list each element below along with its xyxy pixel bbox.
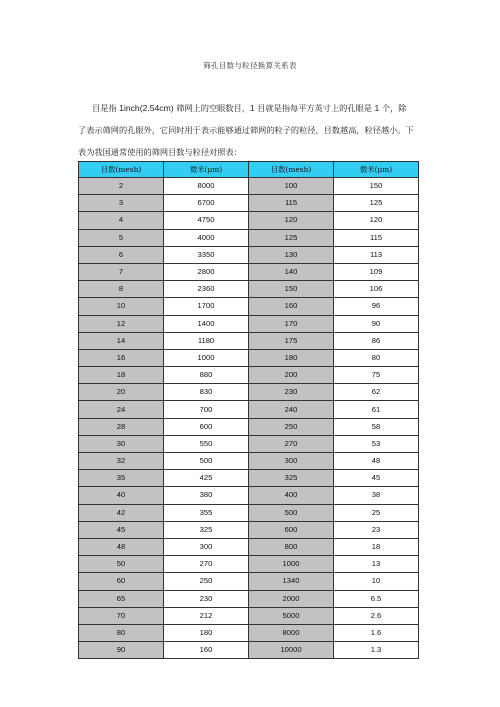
table-row [79,349,419,366]
cell-mesh-left: 3 [79,195,164,212]
cell-mesh-left: 48 [79,538,164,555]
cell-mesh-right: 8000 [249,624,334,641]
table-body [79,178,419,659]
cell-micron-right: 61 [334,401,419,418]
table-row [79,504,419,521]
cell-micron-right: 58 [334,418,419,435]
cell-micron-right: 1.3 [334,642,419,659]
intro-unit-text: 1inch(2.54cm) [119,103,174,113]
cell-micron-left: 550 [164,435,249,452]
cell-micron-left: 325 [164,521,249,538]
cell-micron-right: 1.6 [334,624,419,641]
intro-number: 1 [374,103,380,113]
table-row [79,401,419,418]
header-micron-left: 微米(μm) [164,162,249,178]
cell-mesh-right: 180 [249,349,334,366]
cell-micron-left: 380 [164,487,249,504]
cell-mesh-right: 325 [249,470,334,487]
table-row [79,556,419,573]
cell-micron-right: 75 [334,367,419,384]
cell-mesh-right: 1000 [249,556,334,573]
table-row [79,624,419,641]
cell-micron-left: 270 [164,556,249,573]
cell-mesh-left: 32 [79,453,164,470]
cell-mesh-right: 160 [249,298,334,315]
cell-micron-left: 300 [164,538,249,555]
table-row [79,435,419,452]
cell-mesh-right: 100 [249,178,334,195]
table-row [79,453,419,470]
intro-text: 个，除 [379,103,407,113]
cell-mesh-right: 170 [249,315,334,332]
table-row [79,590,419,607]
cell-micron-left: 1700 [164,298,249,315]
cell-mesh-left: 80 [79,624,164,641]
header-mesh-right: 目数(mesh) [249,162,334,178]
table-row [79,538,419,555]
cell-micron-left: 1000 [164,349,249,366]
cell-micron-right: 10 [334,573,419,590]
table-row [79,573,419,590]
mesh-conversion-table [78,161,419,659]
cell-mesh-left: 30 [79,435,164,452]
cell-mesh-left: 7 [79,263,164,280]
cell-micron-right: 125 [334,195,419,212]
intro-text: 筛网上的空眼数目， [173,103,250,113]
table-row [79,212,419,229]
cell-micron-left: 355 [164,504,249,521]
cell-mesh-right: 115 [249,195,334,212]
cell-micron-left: 4000 [164,229,249,246]
cell-mesh-left: 90 [79,642,164,659]
cell-mesh-left: 12 [79,315,164,332]
cell-mesh-right: 150 [249,281,334,298]
table-row [79,332,419,349]
cell-mesh-left: 14 [79,332,164,349]
cell-mesh-left: 20 [79,384,164,401]
cell-micron-left: 180 [164,624,249,641]
table-row [79,195,419,212]
cell-micron-right: 120 [334,212,419,229]
cell-mesh-right: 240 [249,401,334,418]
table-row [79,367,419,384]
cell-mesh-right: 120 [249,212,334,229]
intro-number: 1 [249,103,255,113]
cell-micron-right: 2.6 [334,607,419,624]
cell-mesh-right: 130 [249,246,334,263]
cell-mesh-left: 16 [79,349,164,366]
cell-mesh-left: 28 [79,418,164,435]
cell-micron-left: 600 [164,418,249,435]
cell-mesh-right: 5000 [249,607,334,624]
cell-micron-right: 23 [334,521,419,538]
cell-mesh-right: 300 [249,453,334,470]
cell-mesh-left: 4 [79,212,164,229]
cell-mesh-left: 35 [79,470,164,487]
cell-mesh-right: 800 [249,538,334,555]
cell-micron-left: 2360 [164,281,249,298]
cell-mesh-right: 500 [249,504,334,521]
intro-text: 目就是指每平方英寸上的孔眼是 [254,103,375,113]
table-row [79,246,419,263]
cell-mesh-right: 250 [249,418,334,435]
cell-mesh-left: 6 [79,246,164,263]
cell-mesh-left: 70 [79,607,164,624]
cell-micron-left: 3350 [164,246,249,263]
intro-line-3: 表为我国通常使用的筛网目数与粒径对照表： [78,147,242,157]
cell-micron-right: 106 [334,281,419,298]
cell-mesh-right: 140 [249,263,334,280]
table-row [79,229,419,246]
header-micron-right: 微米(μm) [334,162,419,178]
cell-micron-right: 62 [334,384,419,401]
cell-micron-left: 1400 [164,315,249,332]
table-row [79,418,419,435]
cell-mesh-right: 230 [249,384,334,401]
cell-micron-left: 160 [164,642,249,659]
cell-mesh-right: 270 [249,435,334,452]
table-row [79,470,419,487]
cell-mesh-left: 18 [79,367,164,384]
cell-micron-left: 830 [164,384,249,401]
intro-line-2: 了表示筛网的孔眼外，它同时用于表示能够通过筛网的粒子的粒径，目数越高，粒径越小。下 [78,125,414,135]
table-row [79,607,419,624]
table-row [79,315,419,332]
cell-micron-left: 2800 [164,263,249,280]
cell-mesh-left: 40 [79,487,164,504]
table-row [79,642,419,659]
cell-micron-right: 150 [334,178,419,195]
table-row [79,178,419,195]
cell-micron-right: 113 [334,246,419,263]
cell-micron-right: 25 [334,504,419,521]
document-title: 筛孔目数与粒径换算关系表 [203,61,297,70]
header-mesh-left: 目数(mesh) [79,162,164,178]
cell-mesh-left: 60 [79,573,164,590]
cell-micron-left: 212 [164,607,249,624]
cell-micron-left: 1180 [164,332,249,349]
cell-mesh-left: 50 [79,556,164,573]
cell-mesh-right: 400 [249,487,334,504]
cell-micron-left: 880 [164,367,249,384]
cell-mesh-left: 65 [79,590,164,607]
cell-micron-right: 80 [334,349,419,366]
table-row [79,521,419,538]
cell-mesh-left: 5 [79,229,164,246]
cell-micron-left: 230 [164,590,249,607]
cell-micron-right: 86 [334,332,419,349]
cell-mesh-left: 45 [79,521,164,538]
cell-mesh-right: 200 [249,367,334,384]
cell-micron-right: 38 [334,487,419,504]
cell-micron-left: 700 [164,401,249,418]
table-row [79,487,419,504]
cell-mesh-right: 1340 [249,573,334,590]
table-header-row [79,162,419,178]
cell-micron-right: 53 [334,435,419,452]
cell-micron-right: 90 [334,315,419,332]
cell-micron-right: 45 [334,470,419,487]
cell-micron-right: 109 [334,263,419,280]
intro-text: 目是指 [92,103,120,113]
cell-mesh-right: 10000 [249,642,334,659]
cell-mesh-left: 42 [79,504,164,521]
cell-mesh-right: 600 [249,521,334,538]
table-row [79,298,419,315]
cell-mesh-left: 24 [79,401,164,418]
table-row [79,263,419,280]
cell-micron-left: 250 [164,573,249,590]
cell-micron-left: 6700 [164,195,249,212]
table-row [79,281,419,298]
table-row [79,384,419,401]
cell-micron-right: 48 [334,453,419,470]
cell-micron-right: 6.5 [334,590,419,607]
cell-micron-right: 13 [334,556,419,573]
cell-micron-left: 500 [164,453,249,470]
cell-micron-right: 115 [334,229,419,246]
cell-mesh-left: 10 [79,298,164,315]
cell-mesh-left: 2 [79,178,164,195]
cell-mesh-right: 175 [249,332,334,349]
cell-micron-right: 18 [334,538,419,555]
intro-paragraph [78,97,418,163]
cell-mesh-right: 2000 [249,590,334,607]
intro-line-1 [78,97,418,119]
cell-mesh-left: 8 [79,281,164,298]
cell-micron-left: 425 [164,470,249,487]
cell-micron-left: 8000 [164,178,249,195]
cell-mesh-right: 125 [249,229,334,246]
cell-micron-right: 96 [334,298,419,315]
cell-micron-left: 4750 [164,212,249,229]
